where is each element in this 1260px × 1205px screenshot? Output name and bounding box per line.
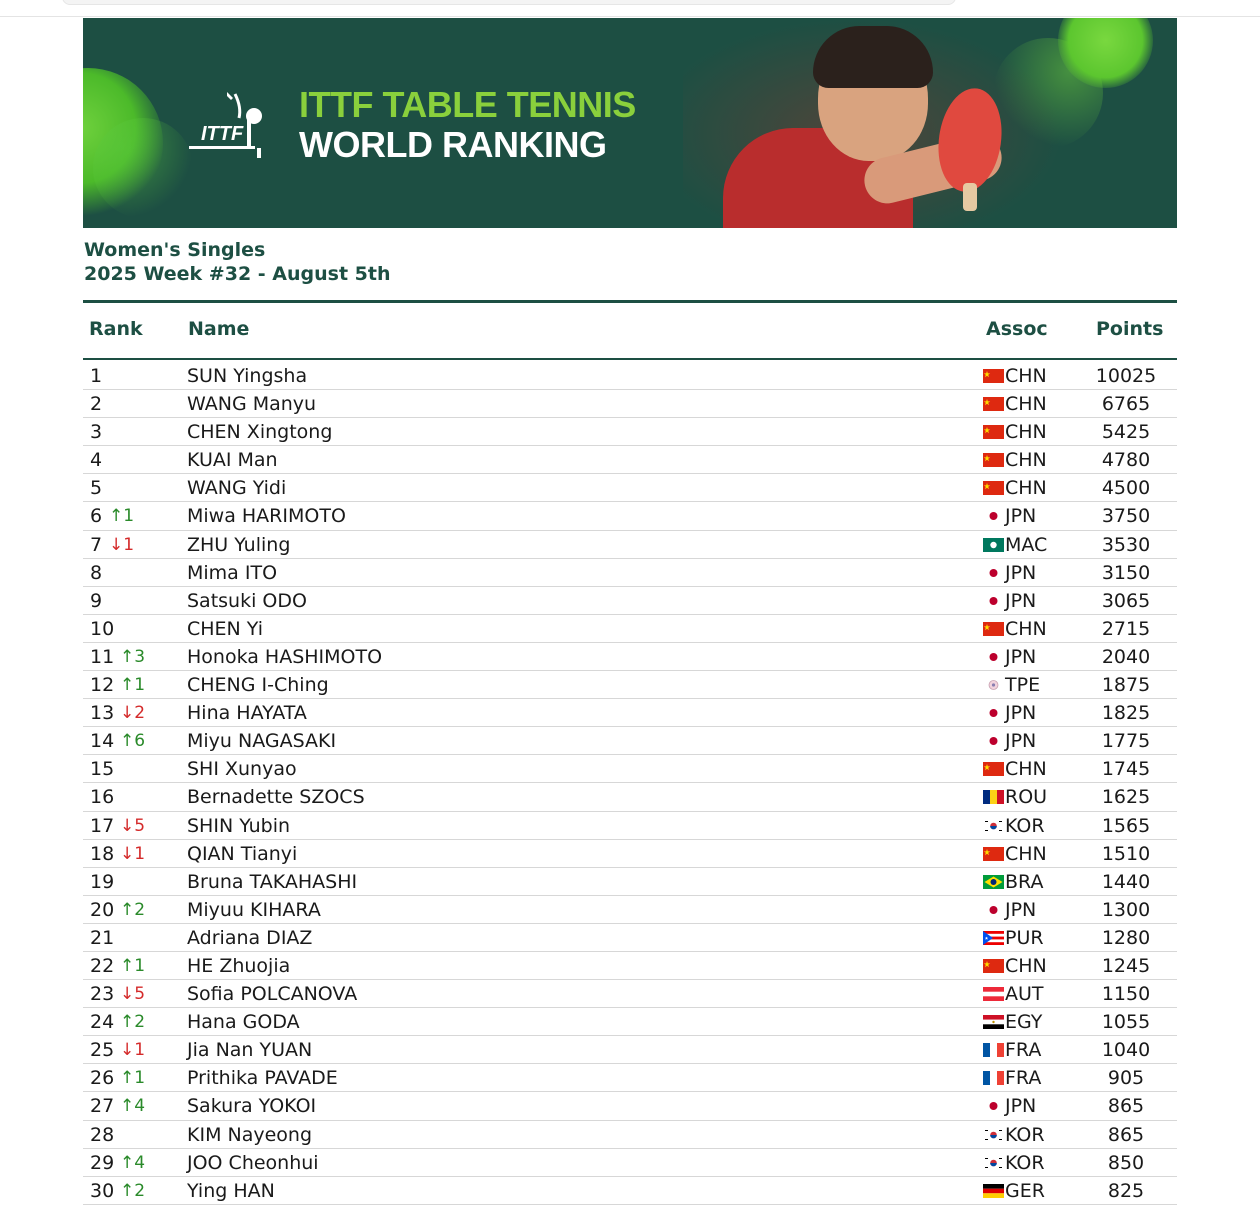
assoc-cell: CHN [1005, 477, 1047, 500]
points-cell: 1625 [1101, 786, 1151, 809]
rank-cell: 2 [90, 393, 103, 416]
rank-up-indicator: ↑2 [120, 1180, 146, 1201]
assoc-cell: KOR [1005, 1123, 1045, 1146]
rank-cell: 15 [90, 758, 115, 781]
rank-cell: 28 [90, 1123, 115, 1146]
rank-cell: 20 [90, 898, 115, 921]
player-name-link[interactable]: Honoka HASHIMOTO [187, 645, 383, 668]
rank-cell: 14 [90, 730, 115, 753]
assoc-cell: KOR [1005, 1151, 1045, 1174]
table-row[interactable] [83, 1092, 1177, 1120]
rank-up-indicator: ↑2 [120, 899, 146, 920]
table-row[interactable] [83, 502, 1177, 530]
points-cell: 1150 [1101, 983, 1151, 1006]
macau-flag-icon [983, 538, 1004, 552]
player-name-link[interactable]: Ying HAN [187, 1179, 275, 1202]
rank-down-indicator: ↓5 [120, 815, 146, 836]
table-row[interactable] [83, 1036, 1177, 1064]
points-cell: 1510 [1101, 842, 1151, 865]
banner-title-line1: ITTF TABLE TENNIS [299, 84, 636, 125]
points-cell: 1875 [1101, 674, 1151, 697]
table-row[interactable] [83, 896, 1177, 924]
points-cell: 5425 [1101, 421, 1151, 444]
rank-down-indicator: ↓1 [120, 1040, 146, 1061]
assoc-cell: JPN [1005, 561, 1037, 584]
france-flag-icon [983, 1071, 1004, 1085]
rank-down-indicator: ↓1 [109, 534, 135, 555]
assoc-cell: CHN [1005, 449, 1047, 472]
assoc-cell: EGY [1005, 1011, 1043, 1034]
player-name-link[interactable]: HE Zhuojia [187, 954, 291, 977]
table-row[interactable] [83, 643, 1177, 671]
player-name-link[interactable]: Miyu NAGASAKI [187, 730, 337, 753]
japan-flag-icon [983, 594, 1004, 608]
china-flag-icon [983, 622, 1004, 636]
points-cell: 1280 [1101, 926, 1151, 949]
rank-cell: 27 [90, 1095, 115, 1118]
table-row[interactable] [83, 390, 1177, 418]
player-name-link[interactable]: SHI Xunyao [187, 758, 297, 781]
banner-title-line2: WORLD RANKING [299, 124, 607, 165]
assoc-cell: JPN [1005, 730, 1037, 753]
china-flag-icon [983, 847, 1004, 861]
table-row[interactable] [83, 615, 1177, 643]
assoc-cell: JPN [1005, 702, 1037, 725]
player-name-link[interactable]: ZHU Yuling [187, 533, 291, 556]
korea-flag-icon [983, 1156, 1004, 1170]
decorative-green-trail [93, 118, 193, 218]
china-flag-icon [983, 453, 1004, 467]
player-name-link[interactable]: Miwa HARIMOTO [187, 505, 346, 528]
rank-cell: 23 [90, 983, 115, 1006]
table-row[interactable] [83, 783, 1177, 811]
player-name-link[interactable]: Hana GODA [187, 1011, 300, 1034]
assoc-cell: MAC [1005, 533, 1048, 556]
assoc-cell: CHN [1005, 758, 1047, 781]
rank-up-indicator: ↑4 [120, 1152, 146, 1173]
player-name-link[interactable]: CHEN Yi [187, 617, 264, 640]
rank-up-indicator: ↑3 [120, 646, 146, 667]
table-row[interactable] [83, 671, 1177, 699]
table-row[interactable] [83, 362, 1177, 390]
ranking-headline [84, 238, 390, 286]
rank-cell: 5 [90, 477, 103, 500]
rank-cell: 3 [90, 421, 103, 444]
ittf-logo [187, 88, 267, 160]
rank-cell: 16 [90, 786, 115, 809]
points-cell: 865 [1107, 1095, 1145, 1118]
points-cell: 1300 [1101, 898, 1151, 921]
rank-up-indicator: ↑1 [120, 955, 146, 976]
player-name-link[interactable]: WANG Manyu [187, 393, 317, 416]
rank-cell: 25 [90, 1039, 115, 1062]
column-header-assoc[interactable]: Assoc [986, 318, 1048, 340]
assoc-cell: JPN [1005, 898, 1037, 921]
japan-flag-icon [983, 706, 1004, 720]
column-header-points[interactable]: Points [1096, 318, 1164, 340]
points-cell: 3065 [1101, 589, 1151, 612]
table-row[interactable] [83, 587, 1177, 615]
egypt-flag-icon [983, 1015, 1004, 1029]
china-flag-icon [983, 959, 1004, 973]
rank-up-indicator: ↑6 [120, 731, 146, 752]
china-flag-icon [983, 369, 1004, 383]
week-title: 2025 Week #32 - August 5th [84, 263, 391, 285]
table-row[interactable] [83, 531, 1177, 559]
player-name-link[interactable]: JOO Cheonhui [187, 1151, 319, 1174]
rank-cell: 11 [90, 645, 115, 668]
player-name-link[interactable]: WANG Yidi [187, 477, 287, 500]
table-row[interactable] [83, 699, 1177, 727]
player-name-link[interactable]: SHIN Yubin [187, 814, 291, 837]
table-row[interactable] [83, 868, 1177, 896]
player-name-link[interactable]: Mima ITO [187, 561, 278, 584]
rank-cell: 22 [90, 954, 115, 977]
japan-flag-icon [983, 566, 1004, 580]
ranking-banner [83, 18, 1177, 228]
china-flag-icon [983, 397, 1004, 411]
rank-cell: 7 [90, 533, 103, 556]
austria-flag-icon [983, 987, 1004, 1001]
china-flag-icon [983, 425, 1004, 439]
points-cell: 850 [1107, 1151, 1145, 1174]
korea-flag-icon [983, 819, 1004, 833]
rank-cell: 30 [90, 1179, 115, 1202]
player-name-link[interactable]: Hina HAYATA [187, 702, 307, 725]
player-name-link[interactable]: Bruna TAKAHASHI [187, 870, 358, 893]
table-row[interactable] [83, 952, 1177, 980]
assoc-cell: CHN [1005, 617, 1047, 640]
player-name-link[interactable]: KIM Nayeong [187, 1123, 313, 1146]
player-photo-hair [813, 26, 933, 88]
table-top-rule [83, 300, 1177, 303]
china-flag-icon [983, 481, 1004, 495]
ranking-table-body [83, 362, 1177, 1205]
korea-flag-icon [983, 1128, 1004, 1142]
assoc-cell: FRA [1005, 1067, 1042, 1090]
table-row[interactable] [83, 755, 1177, 783]
player-name-link[interactable]: SUN Yingsha [187, 365, 308, 387]
table-row[interactable] [83, 980, 1177, 1008]
points-cell: 3750 [1101, 505, 1151, 528]
table-row[interactable] [83, 924, 1177, 952]
table-row[interactable] [83, 1121, 1177, 1149]
assoc-cell: TPE [1005, 674, 1041, 697]
column-header-rank[interactable]: Rank [89, 318, 143, 340]
points-cell: 1055 [1101, 1011, 1151, 1034]
address-bar[interactable] [62, 0, 956, 5]
table-row[interactable] [83, 1149, 1177, 1177]
assoc-cell: GER [1005, 1179, 1045, 1202]
player-name-link[interactable]: Sofia POLCANOVA [187, 983, 358, 1006]
paddle-handle [963, 183, 977, 211]
assoc-cell: JPN [1005, 645, 1037, 668]
chinese-taipei-flag-icon [983, 678, 1004, 692]
assoc-cell: CHN [1005, 954, 1047, 977]
table-row[interactable] [83, 840, 1177, 868]
table-row[interactable] [83, 1008, 1177, 1036]
points-cell: 1245 [1101, 954, 1151, 977]
rank-cell: 10 [90, 617, 115, 640]
rank-up-indicator: ↑4 [120, 1096, 146, 1117]
points-cell: 6765 [1101, 393, 1151, 416]
assoc-cell: CHN [1005, 393, 1047, 416]
player-name-link[interactable]: Adriana DIAZ [187, 926, 313, 949]
points-cell: 1440 [1101, 870, 1151, 893]
points-cell: 865 [1107, 1123, 1145, 1146]
player-name-link[interactable]: Sakura YOKOI [187, 1095, 317, 1118]
table-row[interactable] [83, 1177, 1177, 1205]
china-flag-icon [983, 762, 1004, 776]
assoc-cell: CHN [1005, 365, 1047, 387]
player-name-link[interactable]: CHEN Xingtong [187, 421, 333, 444]
assoc-cell: JPN [1005, 505, 1037, 528]
rank-down-indicator: ↓5 [120, 984, 146, 1005]
assoc-cell: CHN [1005, 842, 1047, 865]
player-name-link[interactable]: CHENG I-Ching [187, 674, 329, 697]
japan-flag-icon [983, 509, 1004, 523]
points-cell: 905 [1107, 1067, 1145, 1090]
assoc-cell: JPN [1005, 1095, 1037, 1118]
table-row[interactable] [83, 812, 1177, 840]
japan-flag-icon [983, 650, 1004, 664]
rank-cell: 24 [90, 1011, 115, 1034]
points-cell: 1745 [1101, 758, 1151, 781]
points-cell: 1040 [1101, 1039, 1151, 1062]
points-cell: 1775 [1101, 730, 1151, 753]
table-row[interactable] [83, 474, 1177, 502]
puerto-rico-flag-icon [983, 931, 1004, 945]
points-cell: 2040 [1101, 645, 1151, 668]
points-cell: 1825 [1101, 702, 1151, 725]
table-header-rule [83, 358, 1177, 360]
logo-text: ITTF [201, 123, 244, 145]
rank-cell: 8 [90, 561, 103, 584]
points-cell: 2715 [1101, 617, 1151, 640]
assoc-cell: BRA [1005, 870, 1044, 893]
table-row[interactable] [83, 559, 1177, 587]
rank-up-indicator: ↑1 [120, 1068, 146, 1089]
japan-flag-icon [983, 903, 1004, 917]
assoc-cell: PUR [1005, 926, 1044, 949]
assoc-cell: AUT [1005, 983, 1044, 1006]
assoc-cell: JPN [1005, 589, 1037, 612]
player-name-link[interactable]: Miyuu KIHARA [187, 898, 321, 921]
column-header-name[interactable]: Name [188, 318, 250, 340]
player-name-link[interactable]: Bernadette SZOCS [187, 786, 365, 809]
table-row[interactable] [83, 446, 1177, 474]
rank-cell: 13 [90, 702, 115, 725]
assoc-cell: KOR [1005, 814, 1045, 837]
player-name-link[interactable]: Satsuki ODO [187, 589, 307, 612]
rank-up-indicator: ↑1 [109, 506, 135, 527]
rank-down-indicator: ↓2 [120, 703, 146, 724]
rank-cell: 6 [90, 505, 103, 528]
germany-flag-icon [983, 1184, 1004, 1198]
rank-cell: 4 [90, 449, 103, 472]
assoc-cell: ROU [1005, 786, 1048, 809]
points-cell: 10025 [1095, 365, 1157, 387]
assoc-cell: CHN [1005, 421, 1047, 444]
rank-down-indicator: ↓1 [120, 843, 146, 864]
assoc-cell: FRA [1005, 1039, 1042, 1062]
table-row[interactable] [83, 418, 1177, 446]
rank-up-indicator: ↑2 [120, 1012, 146, 1033]
rank-cell: 19 [90, 870, 115, 893]
table-row[interactable] [83, 727, 1177, 755]
japan-flag-icon [983, 1099, 1004, 1113]
rank-cell: 12 [90, 674, 115, 697]
table-row[interactable] [83, 1064, 1177, 1092]
rank-cell: 18 [90, 842, 115, 865]
points-cell: 4500 [1101, 477, 1151, 500]
rank-cell: 17 [90, 814, 115, 837]
rank-up-indicator: ↑1 [120, 675, 146, 696]
points-cell: 825 [1107, 1179, 1145, 1202]
romania-flag-icon [983, 790, 1004, 804]
player-name-link[interactable]: Jia Nan YUAN [187, 1039, 313, 1062]
rank-cell: 1 [90, 365, 103, 387]
rank-cell: 21 [90, 926, 115, 949]
brazil-flag-icon [983, 875, 1004, 889]
france-flag-icon [983, 1043, 1004, 1057]
player-name-link[interactable]: KUAI Man [187, 449, 278, 472]
player-name-link[interactable]: Prithika PAVADE [187, 1067, 338, 1090]
rank-cell: 29 [90, 1151, 115, 1174]
points-cell: 4780 [1101, 449, 1151, 472]
points-cell: 3150 [1101, 561, 1151, 584]
points-cell: 1565 [1101, 814, 1151, 837]
browser-top-bar [0, 0, 1260, 17]
points-cell: 3530 [1101, 533, 1151, 556]
category-title: Women's Singles [84, 239, 266, 261]
japan-flag-icon [983, 734, 1004, 748]
rank-cell: 9 [90, 589, 103, 612]
rank-cell: 26 [90, 1067, 115, 1090]
player-name-link[interactable]: QIAN Tianyi [187, 842, 298, 865]
